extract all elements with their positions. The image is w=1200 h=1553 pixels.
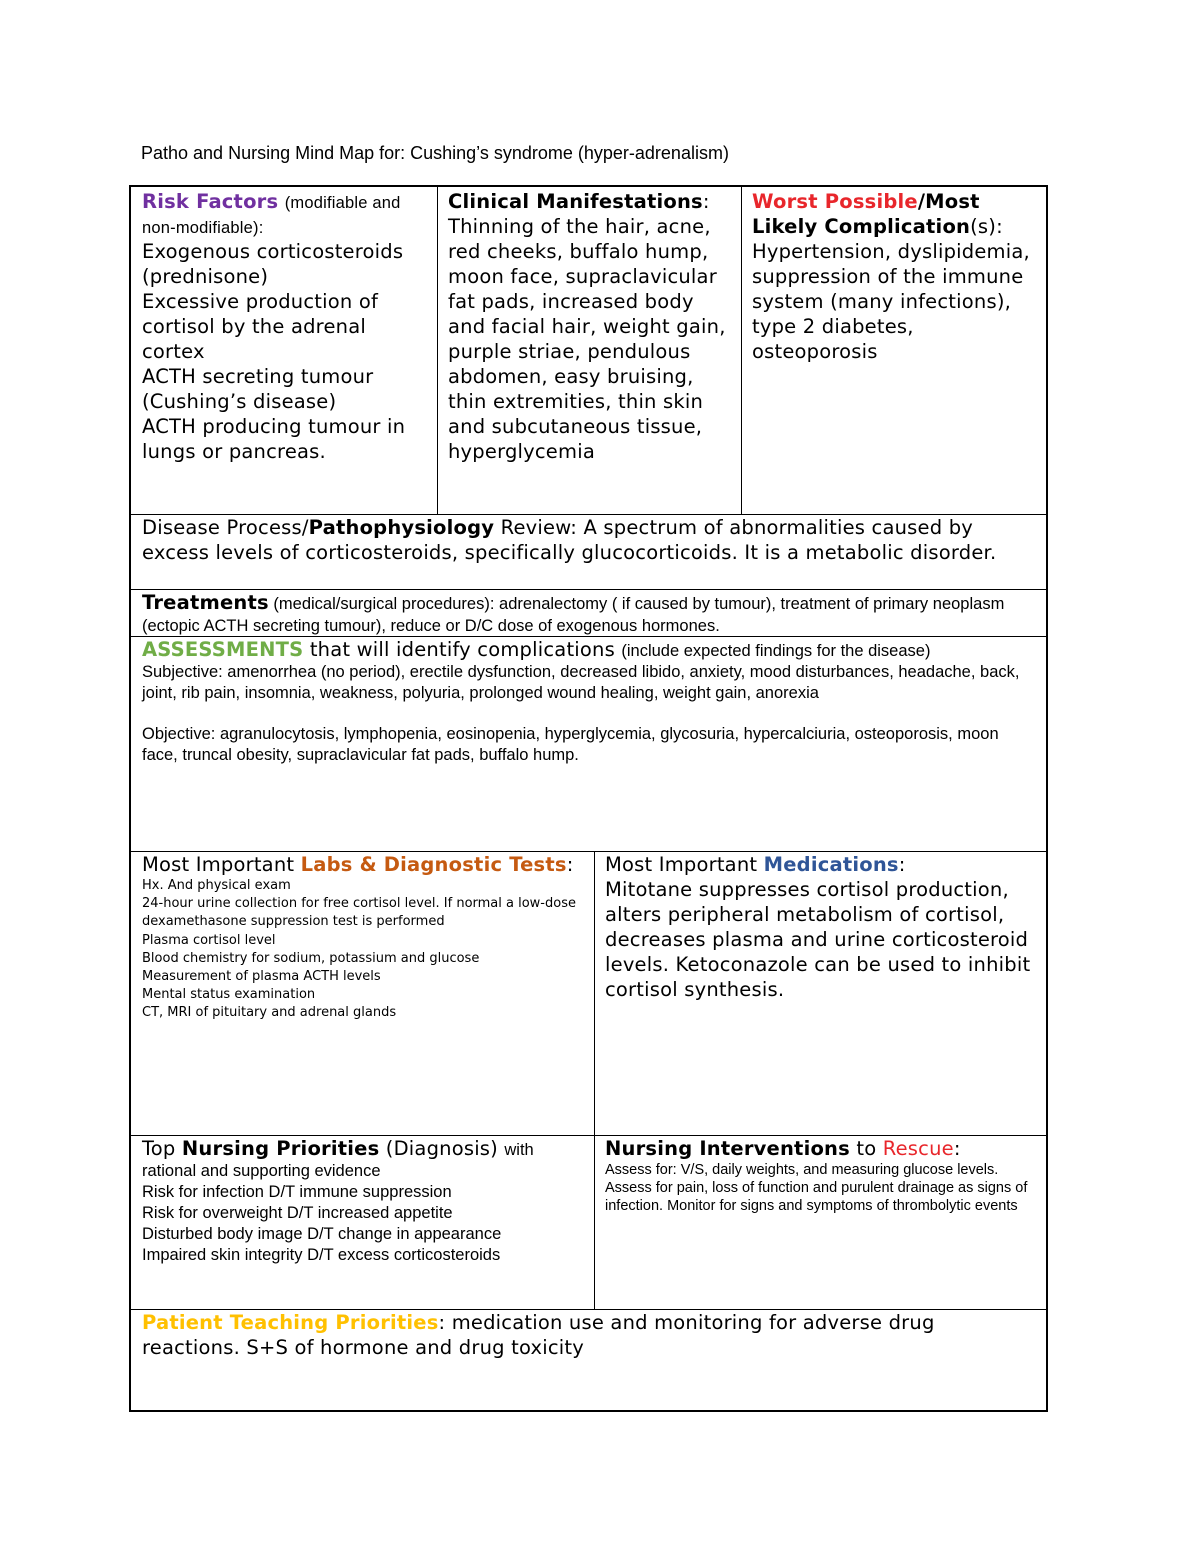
pathophysiology-label-b: Pathophysiology bbox=[308, 516, 495, 539]
assessments-heading-rest: that will identify complications bbox=[303, 638, 622, 661]
assessments-objective: Objective: agranulocytosis, lymphopenia, eosinopenia, hyperglycemia, glycosuria, hypercalciuria, osteoporosis, moon face, truncal obesity, supraclavicular fat pads, buffalo hump. bbox=[142, 725, 999, 764]
labs-item: 24-hour urine collection for free cortisol level. If normal a low-dose dexamethasone suppression test is performed bbox=[142, 896, 576, 930]
treatments-heading: Treatments bbox=[142, 591, 269, 614]
clinical-text: Thinning of the hair, acne, red cheeks, buffalo hump, moon face, supraclavicular fat pads, increased body and facial hair, weight gain, purple striae, pendulous abdomen, easy bruising, thin extremities, thin skin and subcutaneous tissue, hyperglycemia bbox=[448, 215, 726, 463]
risk-factors-cell bbox=[129, 185, 438, 515]
labs-item: Hx. And physical exam bbox=[142, 878, 291, 893]
priorities-heading: Nursing Priorities bbox=[181, 1137, 380, 1160]
labs-item: Measurement of plasma ACTH levels bbox=[142, 969, 381, 985]
clinical-manifestations-cell bbox=[437, 185, 742, 515]
pathophysiology-text: Review: A spectrum of abnormalities caused by excess levels of corticosteroids, specifically glucocorticoids. It is a metabolic disorder. bbox=[142, 516, 997, 564]
labs-colon: : bbox=[566, 853, 574, 876]
interventions-colon: : bbox=[953, 1137, 961, 1160]
teaching-text: : medication use and monitoring for adverse drug reactions. S+S of hormone and drug toxicity bbox=[142, 1311, 935, 1359]
labs-item: Blood chemistry for sodium, potassium and glucose bbox=[142, 950, 480, 966]
interventions-text: Assess for: V/S, daily weights, and measuring glucose levels. Assess for pain, loss of function and purulent drainage as signs of infection. Monitor for signs and symptoms of thrombolytic events bbox=[605, 1162, 1028, 1215]
treatments-cell bbox=[129, 589, 1048, 637]
complications-text: Hypertension, dyslipidemia, suppression of the immune system (many infections), type 2 diabetes, osteoporosis bbox=[752, 240, 1030, 363]
risk-factor-item: Excessive production of cortisol by the adrenal cortex bbox=[142, 290, 379, 363]
priority-item: Risk for overweight D/T increased appetite bbox=[142, 1204, 453, 1222]
medications-colon: : bbox=[898, 853, 906, 876]
assessments-note: (include expected findings for the disease) bbox=[621, 642, 931, 660]
medications-text: Mitotane suppresses cortisol production, alters peripheral metabolism of cortisol, decreases plasma and urine corticosteroid levels. Ketoconazole can be used to inhibit cortisol synthesis. bbox=[605, 878, 1031, 1001]
labs-item: CT, MRI of pituitary and adrenal glands bbox=[142, 1005, 397, 1021]
teaching-cell bbox=[129, 1309, 1048, 1412]
teaching-heading: Patient Teaching Priorities bbox=[142, 1311, 439, 1334]
priorities-prefix: Top bbox=[142, 1137, 182, 1160]
nursing-priorities-cell bbox=[129, 1135, 595, 1310]
risk-factor-item: ACTH secreting tumour (Cushing’s disease) bbox=[142, 365, 374, 413]
risk-factors-heading: Risk Factors bbox=[142, 190, 279, 213]
treatments-text: (medical/surgical procedures): adrenalectomy ( if caused by tumour), treatment of primary neoplasm (ectopic ACTH secreting tumour), reduce or D/C dose of exogenous hormones. bbox=[142, 595, 1005, 635]
assessments-subjective: Subjective: amenorrhea (no period), erectile dysfunction, decreased libido, anxiety, mood disturbances, headache, back, joint, rib pain, insomnia, weakness, polyuria, prolonged wound healing, weight gain, anorexia bbox=[142, 663, 1020, 702]
medications-prefix: Most Important bbox=[605, 853, 764, 876]
priority-item: Disturbed body image D/T change in appearance bbox=[142, 1225, 502, 1243]
priorities-suffix: (Diagnosis) bbox=[379, 1137, 505, 1160]
risk-factor-item: ACTH producing tumour in lungs or pancreas. bbox=[142, 415, 406, 463]
page-title: Patho and Nursing Mind Map for: Cushing’s syndrome (hyper-adrenalism) bbox=[141, 143, 729, 163]
labs-item: Plasma cortisol level bbox=[142, 932, 276, 948]
clinical-heading: Clinical Manifestations bbox=[448, 190, 703, 213]
interventions-rescue: Rescue bbox=[882, 1137, 954, 1160]
complications-cell bbox=[741, 185, 1048, 515]
risk-factors-note: (modifiable and non-modifiable): bbox=[142, 194, 401, 237]
risk-factor-item: Exogenous corticosteroids (prednisone) bbox=[142, 240, 404, 288]
assessments-cell bbox=[129, 636, 1048, 852]
interventions-to: to bbox=[849, 1137, 883, 1160]
labs-cell bbox=[129, 851, 595, 1136]
medications-cell bbox=[594, 851, 1048, 1136]
complications-suffix: (s): bbox=[970, 215, 1003, 238]
pathophysiology-label-a: Disease Process/ bbox=[142, 516, 309, 539]
pathophysiology-cell bbox=[129, 514, 1048, 590]
labs-item: Mental status examination bbox=[142, 987, 316, 1003]
clinical-colon: : bbox=[702, 190, 710, 213]
labs-heading: Labs & Diagnostic Tests bbox=[300, 853, 567, 876]
worst-possible-heading: Worst Possible bbox=[752, 190, 918, 213]
interventions-heading: Nursing Interventions bbox=[605, 1137, 850, 1160]
most-likely-heading: /Most Likely Complication bbox=[752, 190, 980, 238]
medications-heading: Medications bbox=[763, 853, 899, 876]
assessments-heading: ASSESSMENTS bbox=[142, 638, 304, 661]
labs-prefix: Most Important bbox=[142, 853, 301, 876]
priority-item: Risk for infection D/T immune suppression bbox=[142, 1183, 452, 1201]
priority-item: Impaired skin integrity D/T excess corticosteroids bbox=[142, 1246, 501, 1264]
priorities-suffix-small: with rational and supporting evidence bbox=[142, 1141, 534, 1180]
interventions-cell bbox=[594, 1135, 1048, 1310]
